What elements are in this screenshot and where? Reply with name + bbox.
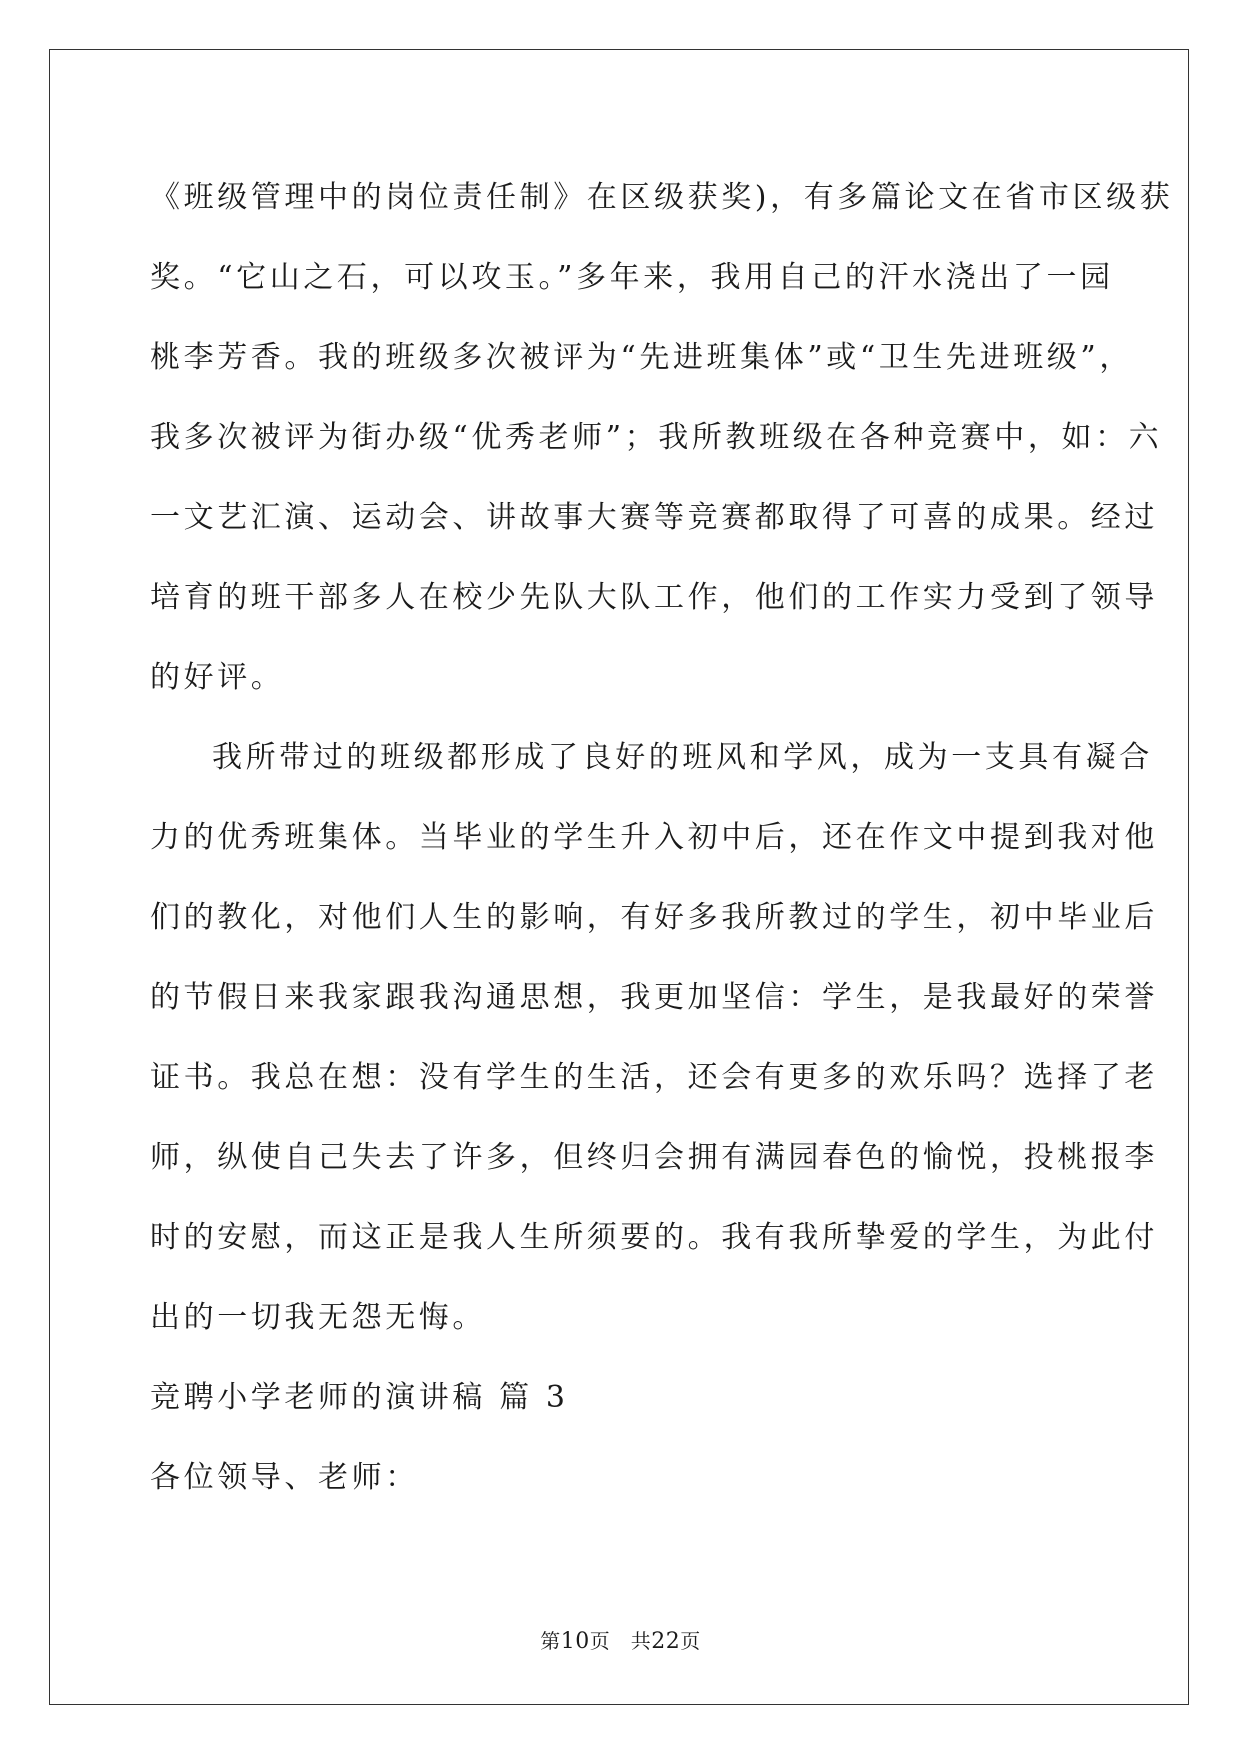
current-page-number: 10: [560, 1629, 590, 1654]
section-heading: 竞聘小学老师的演讲稿 篇 3: [150, 1380, 569, 1415]
paragraph-line: 桃李芳香。我的班级多次被评为“先进班集体”或“卫生先进班级”，: [150, 340, 1133, 375]
paragraph-line: 我多次被评为街办级“优秀老师”；我所教班级在各种竞赛中，如：六: [150, 420, 1163, 455]
paragraph-line: 的节假日来我家跟我沟通思想，我更加坚信：学生，是我最好的荣誉: [150, 980, 1158, 1015]
document-body: [150, 158, 1174, 1518]
paragraph-line: 的好评。: [150, 660, 285, 695]
salutation: 各位领导、老师：: [150, 1460, 419, 1495]
paragraph-line: 奖。“它山之石，可以攻玉。”多年来，我用自己的汗水浇出了一园: [150, 260, 1114, 295]
paragraph-line: 出的一切我无怨无悔。: [150, 1300, 486, 1335]
total-pages-number: 22: [651, 1629, 681, 1654]
paragraph-line: 证书。我总在想：没有学生的生活，还会有更多的欢乐吗？选择了老: [150, 1060, 1158, 1095]
paragraph-line-indented: 我所带过的班级都形成了良好的班风和学风，成为一支具有凝合: [212, 740, 1153, 775]
page-prefix: 第: [540, 1629, 561, 1653]
paragraph-line: 师，纵使自己失去了许多，但终归会拥有满园春色的愉悦，投桃报李: [150, 1140, 1158, 1175]
paragraph-line: 们的教化，对他们人生的影响，有好多我所教过的学生，初中毕业后: [150, 900, 1158, 935]
page-mid: 页 共: [589, 1629, 652, 1653]
paragraph-line: 一文艺汇演、运动会、讲故事大赛等竞赛都取得了可喜的成果。经过: [150, 500, 1158, 535]
paragraph-line: 时的安慰，而这正是我人生所须要的。我有我所挚爱的学生，为此付: [150, 1220, 1158, 1255]
paragraph-line: 培育的班干部多人在校少先队大队工作，他们的工作实力受到了领导: [150, 580, 1158, 615]
page-suffix: 页: [680, 1629, 701, 1653]
page-number-footer: [0, 1625, 1241, 1654]
paragraph-line: 力的优秀班集体。当毕业的学生升入初中后，还在作文中提到我对他: [150, 820, 1158, 855]
paragraph-line: 《班级管理中的岗位责任制》在区级获奖)，有多篇论文在省市区级获: [150, 180, 1174, 215]
